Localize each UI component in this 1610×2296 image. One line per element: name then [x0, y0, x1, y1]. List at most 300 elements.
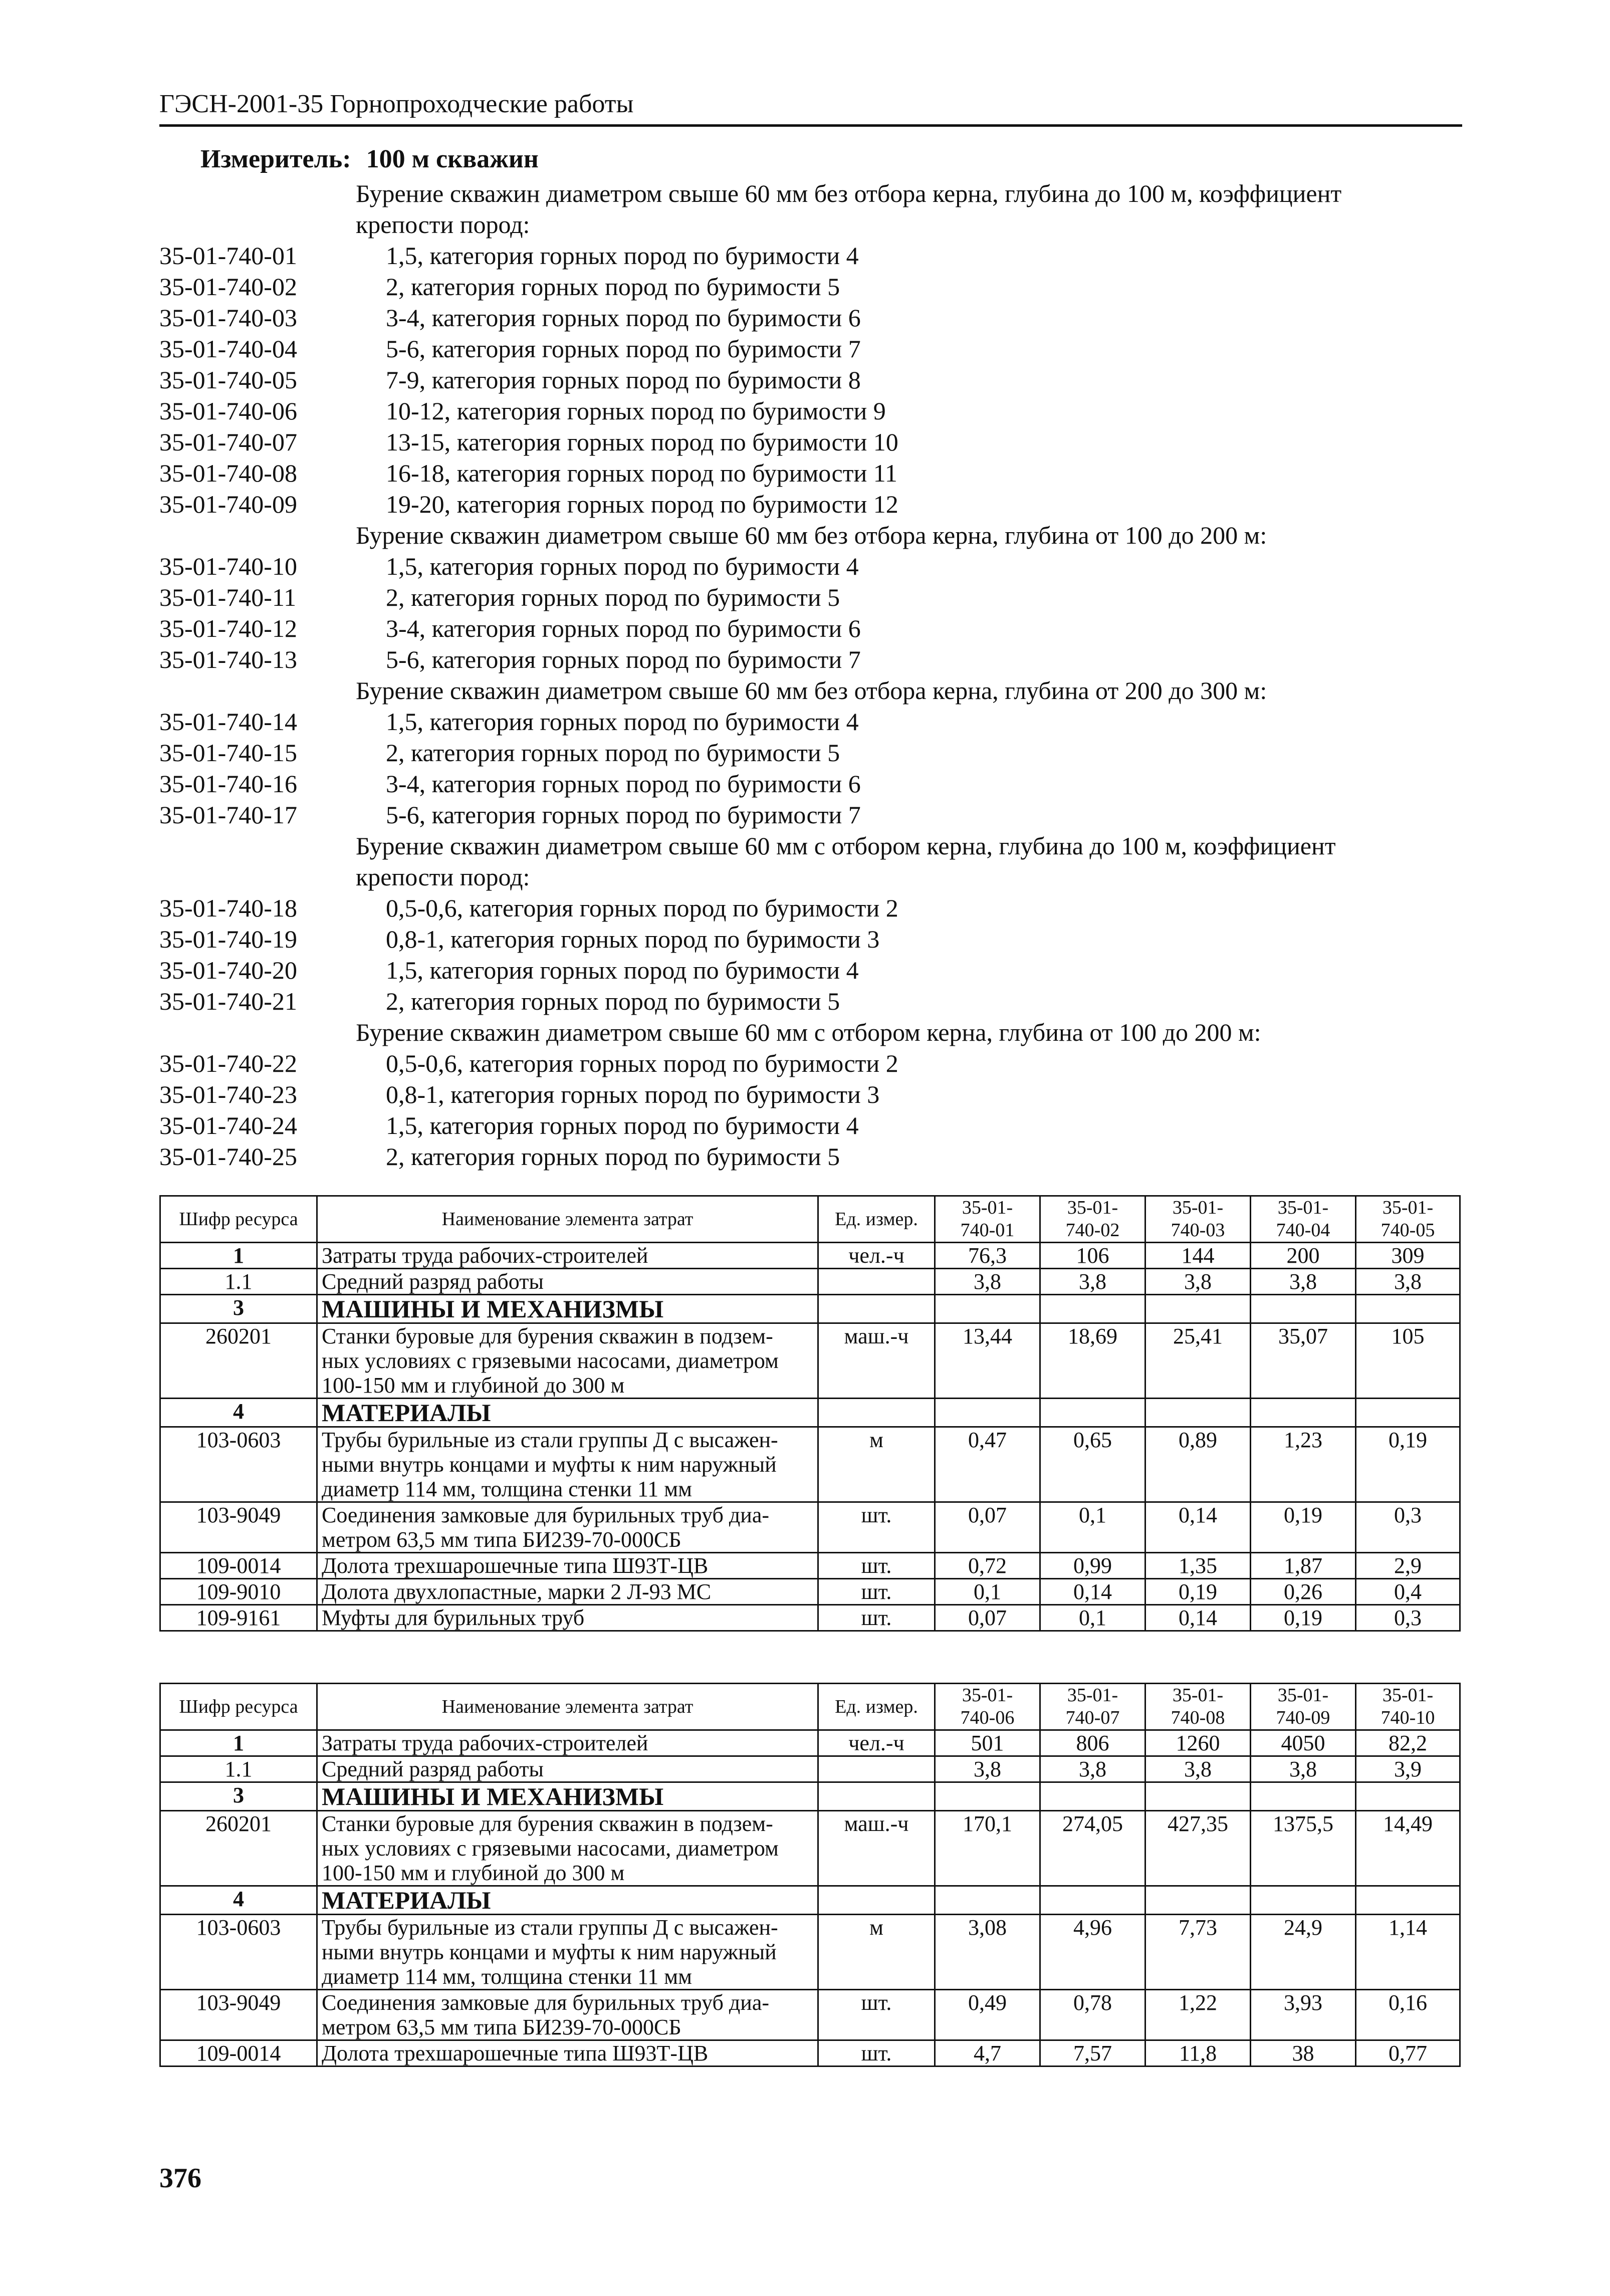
item-code: 35-01-740-11 — [159, 583, 297, 611]
norm-value: 24,9 — [1251, 1915, 1356, 1990]
norm-value: 0,26 — [1251, 1579, 1356, 1605]
item-text: 16-18, категория горных пород по буримости 11 — [386, 459, 897, 487]
item-text: 2, категория горных пород по буримости 5 — [386, 273, 840, 301]
norm-value: 11,8 — [1145, 2040, 1251, 2067]
item-code: 35-01-740-14 — [159, 708, 297, 736]
spec-item — [159, 489, 1467, 520]
col-header-norm — [1040, 1196, 1145, 1243]
norm-value: 200 — [1251, 1243, 1356, 1269]
spec-item — [159, 364, 1467, 395]
resource-code: 260201 — [160, 1323, 317, 1399]
resource-unit — [818, 1886, 935, 1915]
norm-value — [1356, 1295, 1460, 1323]
norm-value: 4,7 — [935, 2040, 1040, 2067]
col-header-name: Наименование элемента затрат — [317, 1196, 818, 1243]
spec-item — [159, 1110, 1467, 1141]
resource-name — [317, 1502, 818, 1553]
norm-code-line2: 740-07 — [1065, 1707, 1120, 1728]
norm-value — [1145, 1782, 1251, 1811]
item-code: 35-01-740-04 — [159, 335, 297, 363]
item-code: 35-01-740-22 — [159, 1049, 297, 1077]
table-header-row — [160, 1684, 1460, 1730]
group-text: Бурение скважин диаметром свыше 60 мм с отбором керна, глубина до 100 м, коэффициент — [356, 832, 1336, 860]
item-code: 35-01-740-25 — [159, 1142, 297, 1171]
norm-value: 0,3 — [1356, 1605, 1460, 1631]
col-header-norm — [935, 1684, 1040, 1730]
resource-name-line: Долота трехшарошечные типа Ш93Т-ЦВ — [322, 2041, 709, 2065]
item-code: 35-01-740-23 — [159, 1080, 297, 1108]
resource-name-line: Станки буровые для бурения скважин в подзем- — [322, 1324, 773, 1348]
resource-name — [317, 1811, 818, 1886]
item-code: 35-01-740-03 — [159, 304, 297, 332]
item-code: 35-01-740-17 — [159, 801, 297, 829]
resource-name-line: ными внутрь концами и муфты к ним наружный — [322, 1940, 777, 1964]
measure-value: 100 м скважин — [366, 145, 539, 173]
spec-item — [159, 1141, 1467, 1172]
resource-code: 4 — [160, 1399, 317, 1427]
norm-value: 806 — [1040, 1730, 1145, 1756]
measure-label: Измеритель: — [200, 145, 351, 173]
resource-name — [317, 1243, 818, 1269]
item-code: 35-01-740-24 — [159, 1111, 297, 1139]
item-text: 1,5, категория горных пород по буримости 4 — [386, 956, 859, 984]
spec-item — [159, 426, 1467, 457]
norm-value — [1145, 1295, 1251, 1323]
col-header-unit: Ед. измер. — [818, 1684, 935, 1730]
resource-name-line: Трубы бурильные из стали группы Д с высажен- — [322, 1428, 778, 1452]
resource-unit — [818, 1399, 935, 1427]
norm-value — [1040, 1782, 1145, 1811]
norm-value: 0,72 — [935, 1553, 1040, 1579]
norm-code-line1: 35-01- — [1172, 1197, 1224, 1218]
group-heading — [159, 675, 1467, 706]
table-row — [160, 1811, 1460, 1886]
item-text: 5-6, категория горных пород по буримости 7 — [386, 801, 861, 829]
norm-value — [1356, 1782, 1460, 1811]
measure-line — [200, 144, 539, 174]
col-header-code: Шифр ресурса — [160, 1196, 317, 1243]
resource-code: 103-0603 — [160, 1915, 317, 1990]
col-header-norm — [1145, 1684, 1251, 1730]
section-row — [160, 1295, 1460, 1323]
item-text: 19-20, категория горных пород по буримости 12 — [386, 490, 898, 518]
resource-name — [317, 1269, 818, 1295]
norm-value: 0,14 — [1040, 1579, 1145, 1605]
norm-value — [1356, 1886, 1460, 1915]
norm-value: 3,08 — [935, 1915, 1040, 1990]
col-header-norm — [935, 1196, 1040, 1243]
table-row — [160, 1730, 1460, 1756]
norm-value: 3,8 — [1145, 1756, 1251, 1782]
resource-unit: м — [818, 1427, 935, 1502]
group-heading — [159, 830, 1467, 861]
resource-name-line: диаметр 114 мм, толщина стенки 11 мм — [322, 1964, 692, 1989]
spec-item — [159, 1079, 1467, 1110]
resource-name-line: метром 63,5 мм типа БИ239-70-000СБ — [322, 1527, 681, 1552]
resource-unit — [818, 1295, 935, 1323]
resource-code: 1.1 — [160, 1756, 317, 1782]
item-text: 0,8-1, категория горных пород по буримости 3 — [386, 1080, 880, 1108]
norm-value — [935, 1782, 1040, 1811]
norm-code-line2: 740-06 — [960, 1707, 1015, 1728]
group-text: Бурение скважин диаметром свыше 60 мм с отбором керна, глубина от 100 до 200 м: — [356, 1018, 1261, 1046]
group-text: Бурение скважин диаметром свыше 60 мм без отбора керна, глубина до 100 м, коэффициент — [356, 179, 1342, 207]
item-text: 2, категория горных пород по буримости 5 — [386, 1142, 840, 1171]
norm-value: 3,8 — [1040, 1756, 1145, 1782]
norm-value — [1251, 1399, 1356, 1427]
resource-unit — [818, 1269, 935, 1295]
norm-value — [1040, 1295, 1145, 1323]
norm-value: 0,1 — [935, 1579, 1040, 1605]
norm-value: 105 — [1356, 1323, 1460, 1399]
resource-name — [317, 1990, 818, 2040]
item-code: 35-01-740-10 — [159, 552, 297, 580]
resource-name-line: Станки буровые для бурения скважин в подзем- — [322, 1811, 773, 1836]
norm-value — [1251, 1782, 1356, 1811]
group-text: Бурение скважин диаметром свыше 60 мм без отбора керна, глубина от 100 до 200 м: — [356, 521, 1267, 549]
table-row — [160, 1990, 1460, 2040]
spec-item — [159, 395, 1467, 426]
item-code: 35-01-740-20 — [159, 956, 297, 984]
norm-value: 7,57 — [1040, 2040, 1145, 2067]
resource-name — [317, 1427, 818, 1502]
col-header-code: Шифр ресурса — [160, 1684, 317, 1730]
norm-code-line2: 740-04 — [1276, 1220, 1330, 1241]
norm-value — [935, 1399, 1040, 1427]
norm-value: 0,07 — [935, 1502, 1040, 1553]
col-header-norm — [1356, 1684, 1460, 1730]
table-row — [160, 1579, 1460, 1605]
item-code: 35-01-740-12 — [159, 614, 297, 642]
item-text: 1,5, категория горных пород по буримости 4 — [386, 708, 859, 736]
resource-name-line: Соединения замковые для бурильных труб диа- — [322, 1503, 770, 1527]
spec-item — [159, 768, 1467, 799]
resource-name — [317, 1756, 818, 1782]
norm-value: 3,8 — [1145, 1269, 1251, 1295]
table-row — [160, 1243, 1460, 1269]
col-header-name: Наименование элемента затрат — [317, 1684, 818, 1730]
col-header-norm — [1040, 1684, 1145, 1730]
table-row — [160, 1915, 1460, 1990]
col-header-norm — [1356, 1196, 1460, 1243]
norm-value — [935, 1295, 1040, 1323]
resource-name — [317, 1295, 818, 1323]
resource-name — [317, 1553, 818, 1579]
norm-value: 2,9 — [1356, 1553, 1460, 1579]
norm-value: 0,19 — [1251, 1502, 1356, 1553]
spec-item — [159, 613, 1467, 644]
table-row — [160, 1502, 1460, 1553]
spec-item — [159, 240, 1467, 271]
norm-value: 82,2 — [1356, 1730, 1460, 1756]
norm-value: 76,3 — [935, 1243, 1040, 1269]
resource-name-line: диаметр 114 мм, толщина стенки 11 мм — [322, 1477, 692, 1501]
norm-code-line1: 35-01- — [1277, 1685, 1329, 1706]
resource-unit: маш.-ч — [818, 1323, 935, 1399]
resource-code: 3 — [160, 1782, 317, 1811]
spec-item — [159, 799, 1467, 830]
item-code: 35-01-740-07 — [159, 428, 297, 456]
item-code: 35-01-740-15 — [159, 739, 297, 767]
norm-value: 4050 — [1251, 1730, 1356, 1756]
norm-value: 274,05 — [1040, 1811, 1145, 1886]
norm-value: 309 — [1356, 1243, 1460, 1269]
resource-name-line: ными внутрь концами и муфты к ним наружный — [322, 1452, 777, 1477]
table-row — [160, 2040, 1460, 2067]
table-row — [160, 1323, 1460, 1399]
spec-item — [159, 551, 1467, 582]
spec-item — [159, 302, 1467, 333]
norm-value: 35,07 — [1251, 1323, 1356, 1399]
norm-value: 0,19 — [1145, 1579, 1251, 1605]
norm-value — [935, 1886, 1040, 1915]
resource-code: 1.1 — [160, 1269, 317, 1295]
resource-code: 4 — [160, 1886, 317, 1915]
resource-name — [317, 1730, 818, 1756]
specification-list — [159, 178, 1467, 1172]
resource-name-line: МАТЕРИАЛЫ — [322, 1399, 491, 1427]
norm-value — [1145, 1399, 1251, 1427]
norm-value: 4,96 — [1040, 1915, 1145, 1990]
norm-value: 0,99 — [1040, 1553, 1145, 1579]
item-text: 1,5, категория горных пород по буримости 4 — [386, 1111, 859, 1139]
resource-name — [317, 2040, 818, 2067]
item-text: 3-4, категория горных пород по буримости 6 — [386, 770, 861, 798]
resource-name-line: 100-150 мм и глубиной до 300 м — [322, 1373, 625, 1398]
norm-value: 0,14 — [1145, 1502, 1251, 1553]
resource-code: 103-0603 — [160, 1427, 317, 1502]
resource-name-line: Средний разряд работы — [322, 1269, 544, 1294]
norm-value: 3,8 — [1040, 1269, 1145, 1295]
norm-value: 1,14 — [1356, 1915, 1460, 1990]
resource-name-line: Трубы бурильные из стали группы Д с высажен- — [322, 1915, 778, 1940]
norm-value: 1260 — [1145, 1730, 1251, 1756]
spec-item — [159, 333, 1467, 364]
norm-value: 427,35 — [1145, 1811, 1251, 1886]
resource-code: 109-9161 — [160, 1605, 317, 1631]
item-text: 13-15, категория горных пород по буримости 10 — [386, 428, 898, 456]
spec-item — [159, 457, 1467, 489]
spec-item — [159, 986, 1467, 1017]
norm-code-line2: 740-08 — [1171, 1707, 1225, 1728]
resource-name — [317, 1782, 818, 1811]
col-header-unit: Ед. измер. — [818, 1196, 935, 1243]
item-text: 0,8-1, категория горных пород по буримости 3 — [386, 925, 880, 953]
item-text: 3-4, категория горных пород по буримости 6 — [386, 304, 861, 332]
spec-item — [159, 737, 1467, 768]
norm-value: 0,78 — [1040, 1990, 1145, 2040]
norm-value: 0,65 — [1040, 1427, 1145, 1502]
resource-unit: чел.-ч — [818, 1730, 935, 1756]
norm-code-line1: 35-01- — [962, 1197, 1013, 1218]
table-row — [160, 1605, 1460, 1631]
item-code: 35-01-740-16 — [159, 770, 297, 798]
norm-code-line1: 35-01- — [1382, 1685, 1434, 1706]
item-code: 35-01-740-02 — [159, 273, 297, 301]
norm-value: 144 — [1145, 1243, 1251, 1269]
item-text: 3-4, категория горных пород по буримости 6 — [386, 614, 861, 642]
resource-code: 103-9049 — [160, 1990, 317, 2040]
norm-value: 0,47 — [935, 1427, 1040, 1502]
item-code: 35-01-740-01 — [159, 242, 297, 270]
spec-item — [159, 892, 1467, 924]
norm-value: 3,9 — [1356, 1756, 1460, 1782]
resource-unit — [818, 1782, 935, 1811]
group-heading — [159, 209, 1467, 240]
running-header: ГЭСН-2001-35 Горнопроходческие работы — [159, 90, 634, 118]
norm-value: 0,49 — [935, 1990, 1040, 2040]
norm-code-line2: 740-02 — [1065, 1220, 1120, 1241]
item-text: 7-9, категория горных пород по буримости 8 — [386, 366, 861, 394]
norm-value — [1356, 1399, 1460, 1427]
item-text: 1,5, категория горных пород по буримости 4 — [386, 552, 859, 580]
resource-unit: маш.-ч — [818, 1811, 935, 1886]
item-text: 2, категория горных пород по буримости 5 — [386, 987, 840, 1015]
item-code: 35-01-740-18 — [159, 894, 297, 922]
table-row — [160, 1269, 1460, 1295]
norm-value: 1,87 — [1251, 1553, 1356, 1579]
group-text: крепости пород: — [356, 863, 530, 891]
table-row — [160, 1553, 1460, 1579]
item-text: 0,5-0,6, категория горных пород по буримости 2 — [386, 1049, 898, 1077]
resource-name-line: МАШИНЫ И МЕХАНИЗМЫ — [322, 1295, 664, 1323]
norm-value: 3,8 — [1356, 1269, 1460, 1295]
resource-name-line: Долота двухлопастные, марки 2 Л-93 МС — [322, 1579, 712, 1604]
item-code: 35-01-740-08 — [159, 459, 297, 487]
norm-value: 25,41 — [1145, 1323, 1251, 1399]
norm-value: 0,07 — [935, 1605, 1040, 1631]
resource-name-line: Муфты для бурильных труб — [322, 1605, 585, 1630]
norm-code-line1: 35-01- — [1172, 1685, 1224, 1706]
item-text: 0,5-0,6, категория горных пород по буримости 2 — [386, 894, 898, 922]
spec-item — [159, 644, 1467, 675]
norm-value: 0,4 — [1356, 1579, 1460, 1605]
item-text: 2, категория горных пород по буримости 5 — [386, 583, 840, 611]
resource-name-line: МАШИНЫ И МЕХАНИЗМЫ — [322, 1782, 664, 1810]
norm-code-line1: 35-01- — [1067, 1197, 1118, 1218]
group-text: Бурение скважин диаметром свыше 60 мм без отбора керна, глубина от 200 до 300 м: — [356, 676, 1267, 705]
norm-value — [1251, 1295, 1356, 1323]
norm-code-line2: 740-10 — [1381, 1707, 1435, 1728]
item-text: 2, категория горных пород по буримости 5 — [386, 739, 840, 767]
resource-name-line: Средний разряд работы — [322, 1757, 544, 1781]
norm-value: 0,19 — [1356, 1427, 1460, 1502]
norm-code-line2: 740-09 — [1276, 1707, 1330, 1728]
spec-item — [159, 924, 1467, 955]
resource-name-line: ных условиях с грязевыми насосами, диаметром — [322, 1348, 779, 1373]
item-code: 35-01-740-13 — [159, 645, 297, 673]
item-code: 35-01-740-21 — [159, 987, 297, 1015]
norm-value: 170,1 — [935, 1811, 1040, 1886]
col-header-norm — [1251, 1684, 1356, 1730]
norm-value: 13,44 — [935, 1323, 1040, 1399]
norm-value — [1251, 1886, 1356, 1915]
item-code: 35-01-740-06 — [159, 397, 297, 425]
resource-code: 109-0014 — [160, 1553, 317, 1579]
resource-name-line: МАТЕРИАЛЫ — [322, 1886, 491, 1914]
norm-value: 0,1 — [1040, 1502, 1145, 1553]
resource-unit: шт. — [818, 1605, 935, 1631]
norm-value — [1040, 1886, 1145, 1915]
norm-value: 0,19 — [1251, 1605, 1356, 1631]
norm-value: 14,49 — [1356, 1811, 1460, 1886]
page-number: 376 — [159, 2163, 201, 2194]
norm-value: 3,8 — [935, 1269, 1040, 1295]
norm-value: 501 — [935, 1730, 1040, 1756]
spec-item — [159, 706, 1467, 737]
resource-name — [317, 1915, 818, 1990]
resource-code: 3 — [160, 1295, 317, 1323]
group-heading — [159, 520, 1467, 551]
item-text: 1,5, категория горных пород по буримости 4 — [386, 242, 859, 270]
table-row — [160, 1756, 1460, 1782]
section-row — [160, 1782, 1460, 1811]
resource-name — [317, 1323, 818, 1399]
norm-value: 3,93 — [1251, 1990, 1356, 2040]
norm-value: 1,35 — [1145, 1553, 1251, 1579]
section-row — [160, 1886, 1460, 1915]
group-heading — [159, 861, 1467, 892]
table-row — [160, 1427, 1460, 1502]
item-code: 35-01-740-09 — [159, 490, 297, 518]
resource-unit: шт. — [818, 1502, 935, 1553]
resource-name-line: Долота трехшарошечные типа Ш93Т-ЦВ — [322, 1553, 709, 1578]
resource-name-line: Затраты труда рабочих-строителей — [322, 1243, 648, 1268]
section-row — [160, 1399, 1460, 1427]
norm-value: 0,89 — [1145, 1427, 1251, 1502]
resource-name-line: Затраты труда рабочих-строителей — [322, 1731, 648, 1755]
norm-value — [1145, 1886, 1251, 1915]
header-rule — [159, 124, 1462, 127]
resource-name — [317, 1886, 818, 1915]
item-text: 10-12, категория горных пород по буримости 9 — [386, 397, 886, 425]
resource-unit: шт. — [818, 1990, 935, 2040]
resource-code: 1 — [160, 1730, 317, 1756]
group-heading — [159, 1017, 1467, 1048]
norm-value: 3,8 — [935, 1756, 1040, 1782]
norm-value: 18,69 — [1040, 1323, 1145, 1399]
col-header-norm — [1251, 1196, 1356, 1243]
norm-code-line1: 35-01- — [962, 1685, 1013, 1706]
item-text: 5-6, категория горных пород по буримости 7 — [386, 335, 861, 363]
resource-name-line: ных условиях с грязевыми насосами, диаметром — [322, 1836, 779, 1861]
norm-value: 7,73 — [1145, 1915, 1251, 1990]
resource-name-line: метром 63,5 мм типа БИ239-70-000СБ — [322, 2015, 681, 2039]
spec-item — [159, 582, 1467, 613]
norm-code-line2: 740-05 — [1381, 1220, 1435, 1241]
resource-unit: шт. — [818, 1579, 935, 1605]
resource-code: 109-0014 — [160, 2040, 317, 2067]
resource-unit: чел.-ч — [818, 1243, 935, 1269]
resource-code: 103-9049 — [160, 1502, 317, 1553]
norm-value: 1,23 — [1251, 1427, 1356, 1502]
norm-code-line1: 35-01- — [1382, 1197, 1434, 1218]
resource-name — [317, 1399, 818, 1427]
norm-value: 3,8 — [1251, 1269, 1356, 1295]
norm-value: 3,8 — [1251, 1756, 1356, 1782]
resource-name — [317, 1605, 818, 1631]
norm-value: 0,16 — [1356, 1990, 1460, 2040]
group-text: крепости пород: — [356, 210, 530, 239]
group-heading — [159, 178, 1467, 209]
norm-code-line2: 740-01 — [960, 1220, 1015, 1241]
norm-code-line1: 35-01- — [1067, 1685, 1118, 1706]
norm-value: 1,22 — [1145, 1990, 1251, 2040]
resource-code: 260201 — [160, 1811, 317, 1886]
resource-unit: шт. — [818, 2040, 935, 2067]
norm-value: 0,77 — [1356, 2040, 1460, 2067]
spec-item — [159, 1048, 1467, 1079]
